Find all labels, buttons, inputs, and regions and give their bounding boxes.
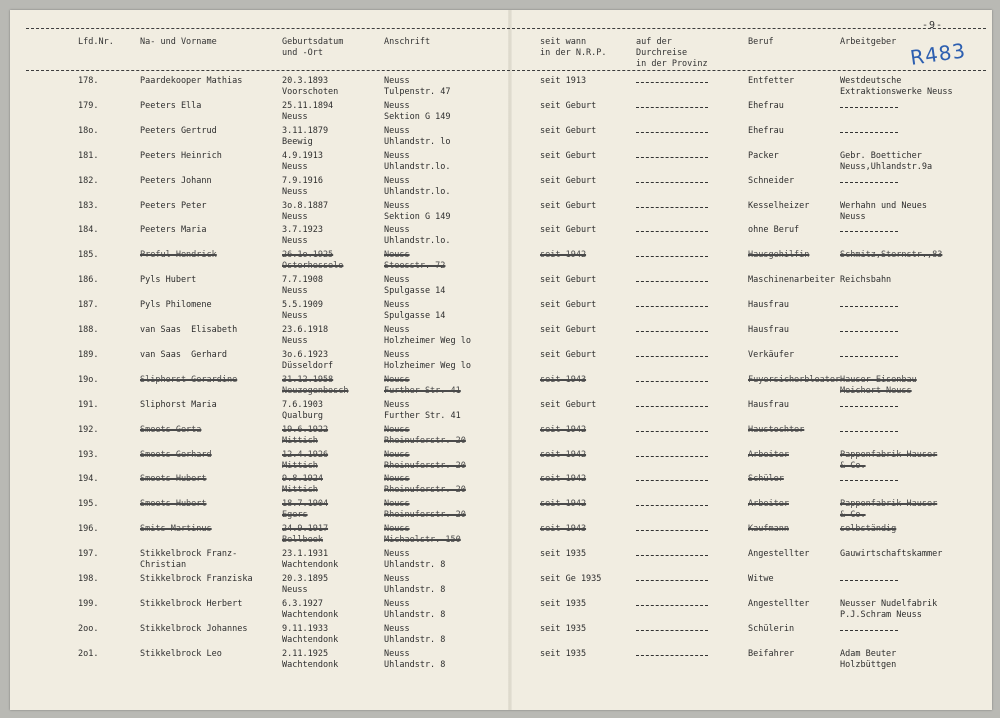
row-number: 179. <box>78 101 99 111</box>
row-job: Hausfrau <box>748 325 789 335</box>
row-job: Maschinenarbeiter <box>748 275 835 285</box>
row-address: Neuss Further Str. 41 <box>384 375 461 396</box>
row-number: 199. <box>78 599 99 609</box>
row-number: 178. <box>78 76 99 86</box>
row-name: Smeets Gerta <box>140 425 202 435</box>
row-job: Angestellter <box>748 549 810 559</box>
row-since: seit 1913 <box>540 76 587 86</box>
row-birth: 23.1.1931 Wachtendonk <box>282 549 339 570</box>
row-transit-dash <box>636 356 708 357</box>
row-address: Neuss Spulgasse 14 <box>384 275 446 296</box>
row-employer-dash <box>840 630 898 631</box>
row-transit-dash <box>636 207 708 208</box>
row-employer-dash <box>840 406 898 407</box>
row-birth: 31.12.1958 Neuzogenbosch <box>282 375 349 396</box>
row-name: Stikkelbrock Herbert <box>140 599 243 609</box>
header-lfd-nr: Lfd.Nr. <box>78 37 114 47</box>
row-transit-dash <box>636 530 708 531</box>
row-address: Neuss Uhlandstr. 8 <box>384 549 446 570</box>
row-job: Verkäufer <box>748 350 795 360</box>
row-name: Pyls Philomene <box>140 300 212 310</box>
row-employer: Schmitz,Sternstr.,83 <box>840 250 943 260</box>
row-employer: Adam Beuter Holzbüttgen <box>840 649 897 670</box>
row-job: Arbeiter <box>748 499 789 509</box>
row-transit-dash <box>636 456 708 457</box>
row-since: seit Geburt <box>540 126 597 136</box>
row-transit-dash <box>636 431 708 432</box>
row-since: seit Geburt <box>540 350 597 360</box>
row-birth: 9.8.1924 Mittich <box>282 474 323 495</box>
row-birth: 12.4.1926 Mittich <box>282 450 329 471</box>
row-birth: 3o.6.1923 Düsseldorf <box>282 350 334 371</box>
row-job: Schüler <box>748 474 784 484</box>
row-address: Neuss Rheinuferstr. 20 <box>384 450 466 471</box>
row-number: 181. <box>78 151 99 161</box>
row-since: seit Geburt <box>540 201 597 211</box>
row-transit-dash <box>636 655 708 656</box>
row-since: seit Geburt <box>540 225 597 235</box>
row-address: Neuss Rheinuferstr. 20 <box>384 425 466 446</box>
page-number: -9- <box>922 20 944 31</box>
row-name: Sliphorst Gerardine <box>140 375 238 385</box>
row-since: seit Geburt <box>540 325 597 335</box>
row-employer-dash <box>840 580 898 581</box>
row-name: Pyls Hubert <box>140 275 197 285</box>
row-address: Neuss Uhlandstr.lo. <box>384 225 451 246</box>
row-birth: 7.9.1916 Neuss <box>282 176 323 197</box>
row-birth: 26.1o.1925 Osterhesselo <box>282 250 344 271</box>
row-since: seit Geburt <box>540 176 597 186</box>
row-address: Neuss Further Str. 41 <box>384 400 461 421</box>
row-transit-dash <box>636 182 708 183</box>
header-since: seit wann in der N.R.P. <box>540 37 607 58</box>
row-job: Beifahrer <box>748 649 795 659</box>
row-name: van Saas Gerhard <box>140 350 227 360</box>
row-number: 185. <box>78 250 99 260</box>
row-transit-dash <box>636 306 708 307</box>
row-since: seit 1942 <box>540 425 587 435</box>
row-transit-dash <box>636 480 708 481</box>
row-since: seit 1943 <box>540 524 587 534</box>
row-number: 197. <box>78 549 99 559</box>
row-transit-dash <box>636 406 708 407</box>
row-transit-dash <box>636 505 708 506</box>
row-number: 184. <box>78 225 99 235</box>
row-job: Hausfrau <box>748 300 789 310</box>
row-since: seit 1942 <box>540 250 587 260</box>
row-since: seit 1942 <box>540 474 587 484</box>
row-transit-dash <box>636 157 708 158</box>
row-address: Neuss Uhlandstr. 8 <box>384 624 446 645</box>
row-name: Sliphorst Maria <box>140 400 217 410</box>
row-birth: 3.7.1923 Neuss <box>282 225 323 246</box>
row-address: Neuss Rheinuferstr. 20 <box>384 474 466 495</box>
row-since: seit 1942 <box>540 499 587 509</box>
page-fold <box>508 10 512 710</box>
document-sheet <box>10 10 992 710</box>
row-name: Smeets Hubert <box>140 474 207 484</box>
row-job: Packer <box>748 151 779 161</box>
row-birth: 24.9.1917 Bellbeek <box>282 524 329 545</box>
row-job: Kaufmann <box>748 524 789 534</box>
row-transit-dash <box>636 630 708 631</box>
row-name: Stikkelbrock Franz- Christian <box>140 549 238 570</box>
row-birth: 9.11.1933 Wachtendonk <box>282 624 339 645</box>
row-number: 18o. <box>78 126 99 136</box>
row-birth: 6.3.1927 Wachtendonk <box>282 599 339 620</box>
row-address: Neuss Uhlandstr. lo <box>384 126 451 147</box>
row-employer-dash <box>840 231 898 232</box>
row-address: Neuss Steesstr. 72 <box>384 250 446 271</box>
row-job: Hausfrau <box>748 400 789 410</box>
row-since: seit 1943 <box>540 375 587 385</box>
row-employer-dash <box>840 331 898 332</box>
row-employer-dash <box>840 431 898 432</box>
row-since: seit Geburt <box>540 101 597 111</box>
row-transit-dash <box>636 381 708 382</box>
row-address: Neuss Uhlandstr. 8 <box>384 649 446 670</box>
top-rule <box>26 28 986 29</box>
row-number: 183. <box>78 201 99 211</box>
row-employer: Neusser Nudelfabrik P.J.Schram Neuss <box>840 599 938 620</box>
row-since: seit 1942 <box>540 450 587 460</box>
row-number: 19o. <box>78 375 99 385</box>
row-employer: selbständig <box>840 524 897 534</box>
row-employer: Pappenfabrik Hauser & Co. <box>840 450 938 471</box>
row-employer: Pappenfabrik Hauser & Co. <box>840 499 938 520</box>
row-address: Neuss Tulpenstr. 47 <box>384 76 451 97</box>
row-job: Hausgehilfin <box>748 250 810 260</box>
row-birth: 18.7.1904 Egers <box>282 499 329 520</box>
row-birth: 20.3.1893 Voorschoten <box>282 76 339 97</box>
row-job: Fuyersicherbleater <box>748 375 841 385</box>
row-job: Entfetter <box>748 76 795 86</box>
row-birth: 5.5.1909 Neuss <box>282 300 323 321</box>
row-number: 2o1. <box>78 649 99 659</box>
row-employer-dash <box>840 306 898 307</box>
row-birth: 2.11.1925 Wachtendonk <box>282 649 339 670</box>
row-birth: 20.3.1895 Neuss <box>282 574 329 595</box>
row-job: Schneider <box>748 176 795 186</box>
row-address: Neuss Holzheimer Weg lo <box>384 325 471 346</box>
row-since: seit 1935 <box>540 599 587 609</box>
row-name: Peeters Heinrich <box>140 151 222 161</box>
row-since: seit 1935 <box>540 649 587 659</box>
row-transit-dash <box>636 132 708 133</box>
row-address: Neuss Spulgasse 14 <box>384 300 446 321</box>
row-name: Stikkelbrock Leo <box>140 649 222 659</box>
row-employer: Westdeutsche Extraktionswerke Neuss <box>840 76 953 97</box>
row-number: 191. <box>78 400 99 410</box>
row-transit-dash <box>636 580 708 581</box>
row-birth: 4.9.1913 Neuss <box>282 151 323 172</box>
row-name: Peeters Peter <box>140 201 207 211</box>
row-employer-dash <box>840 132 898 133</box>
row-job: Ehefrau <box>748 126 784 136</box>
row-name: Smits Martinus <box>140 524 212 534</box>
row-address: Neuss Uhlandstr.lo. <box>384 176 451 197</box>
row-address: Neuss Sektion G 149 <box>384 101 451 122</box>
row-address: Neuss Uhlandstr. 8 <box>384 599 446 620</box>
row-number: 188. <box>78 325 99 335</box>
row-birth: 7.6.1903 Qualburg <box>282 400 323 421</box>
header-address: Anschrift <box>384 37 431 47</box>
header-rule <box>26 70 986 71</box>
row-since: seit Geburt <box>540 400 597 410</box>
row-transit-dash <box>636 281 708 282</box>
row-number: 182. <box>78 176 99 186</box>
row-transit-dash <box>636 82 708 83</box>
row-job: Witwe <box>748 574 774 584</box>
row-birth: 25.11.1894 Neuss <box>282 101 334 122</box>
row-transit-dash <box>636 231 708 232</box>
row-number: 195. <box>78 499 99 509</box>
row-name: Peeters Ella <box>140 101 202 111</box>
row-address: Neuss Uhlandstr. 8 <box>384 574 446 595</box>
row-birth: 3o.8.1887 Neuss <box>282 201 329 222</box>
row-number: 2oo. <box>78 624 99 634</box>
row-transit-dash <box>636 605 708 606</box>
row-number: 192. <box>78 425 99 435</box>
row-address: Neuss Uhlandstr.lo. <box>384 151 451 172</box>
row-number: 187. <box>78 300 99 310</box>
row-employer-dash <box>840 107 898 108</box>
row-number: 198. <box>78 574 99 584</box>
row-name: Preful Hendrick <box>140 250 217 260</box>
row-job: Angestellter <box>748 599 810 609</box>
row-since: seit 1935 <box>540 624 587 634</box>
row-employer-dash <box>840 480 898 481</box>
row-since: seit Geburt <box>540 275 597 285</box>
row-transit-dash <box>636 107 708 108</box>
row-number: 196. <box>78 524 99 534</box>
row-since: seit 1935 <box>540 549 587 559</box>
row-number: 189. <box>78 350 99 360</box>
row-name: Stikkelbrock Franziska <box>140 574 253 584</box>
header-employer: Arbeitgeber <box>840 37 897 47</box>
row-job: Ehefrau <box>748 101 784 111</box>
row-job: Kesselheizer <box>748 201 810 211</box>
row-address: Neuss Rheinuferstr. 20 <box>384 499 466 520</box>
row-job: Haustochter <box>748 425 805 435</box>
row-birth: 7.7.1908 Neuss <box>282 275 323 296</box>
row-birth: 23.6.1918 Neuss <box>282 325 329 346</box>
row-transit-dash <box>636 331 708 332</box>
row-name: Peeters Johann <box>140 176 212 186</box>
row-employer: Reichsbahn <box>840 275 892 285</box>
row-name: Smeets Hubert <box>140 499 207 509</box>
row-address: Neuss Michaelstr. 150 <box>384 524 461 545</box>
row-since: seit Geburt <box>540 300 597 310</box>
row-name: Paardekooper Mathias <box>140 76 243 86</box>
row-job: Schülerin <box>748 624 795 634</box>
row-employer: Hauser Eisenbau Meichert Neuss <box>840 375 917 396</box>
row-job: Arbeiter <box>748 450 789 460</box>
row-birth: 3.11.1879 Beewig <box>282 126 329 147</box>
row-name: Smeets Gerhard <box>140 450 212 460</box>
row-employer-dash <box>840 182 898 183</box>
header-birth: Geburtsdatum und -Ort <box>282 37 344 58</box>
row-name: Peeters Maria <box>140 225 207 235</box>
row-name: van Saas Elisabeth <box>140 325 238 335</box>
row-transit-dash <box>636 256 708 257</box>
row-employer: Werhahn und Neues Neuss <box>840 201 927 222</box>
row-transit-dash <box>636 555 708 556</box>
row-employer: Gauwirtschaftskammer <box>840 549 943 559</box>
row-name: Peeters Gertrud <box>140 126 217 136</box>
header-name: Na- und Vorname <box>140 37 217 47</box>
row-address: Neuss Holzheimer Weg lo <box>384 350 471 371</box>
row-number: 194. <box>78 474 99 484</box>
row-since: seit Ge 1935 <box>540 574 602 584</box>
row-address: Neuss Sektion G 149 <box>384 201 451 222</box>
row-since: seit Geburt <box>540 151 597 161</box>
header-transit: auf der Durchreise in der Provinz <box>636 37 708 69</box>
row-birth: 19.6.1922 Mittich <box>282 425 329 446</box>
row-job: ohne Beruf <box>748 225 800 235</box>
row-name: Stikkelbrock Johannes <box>140 624 248 634</box>
row-employer: Gebr. Boetticher Neuss,Uhlandstr.9a <box>840 151 933 172</box>
archive-stamp: R483 <box>908 38 968 70</box>
row-number: 186. <box>78 275 99 285</box>
row-number: 193. <box>78 450 99 460</box>
row-employer-dash <box>840 356 898 357</box>
header-job: Beruf <box>748 37 774 47</box>
